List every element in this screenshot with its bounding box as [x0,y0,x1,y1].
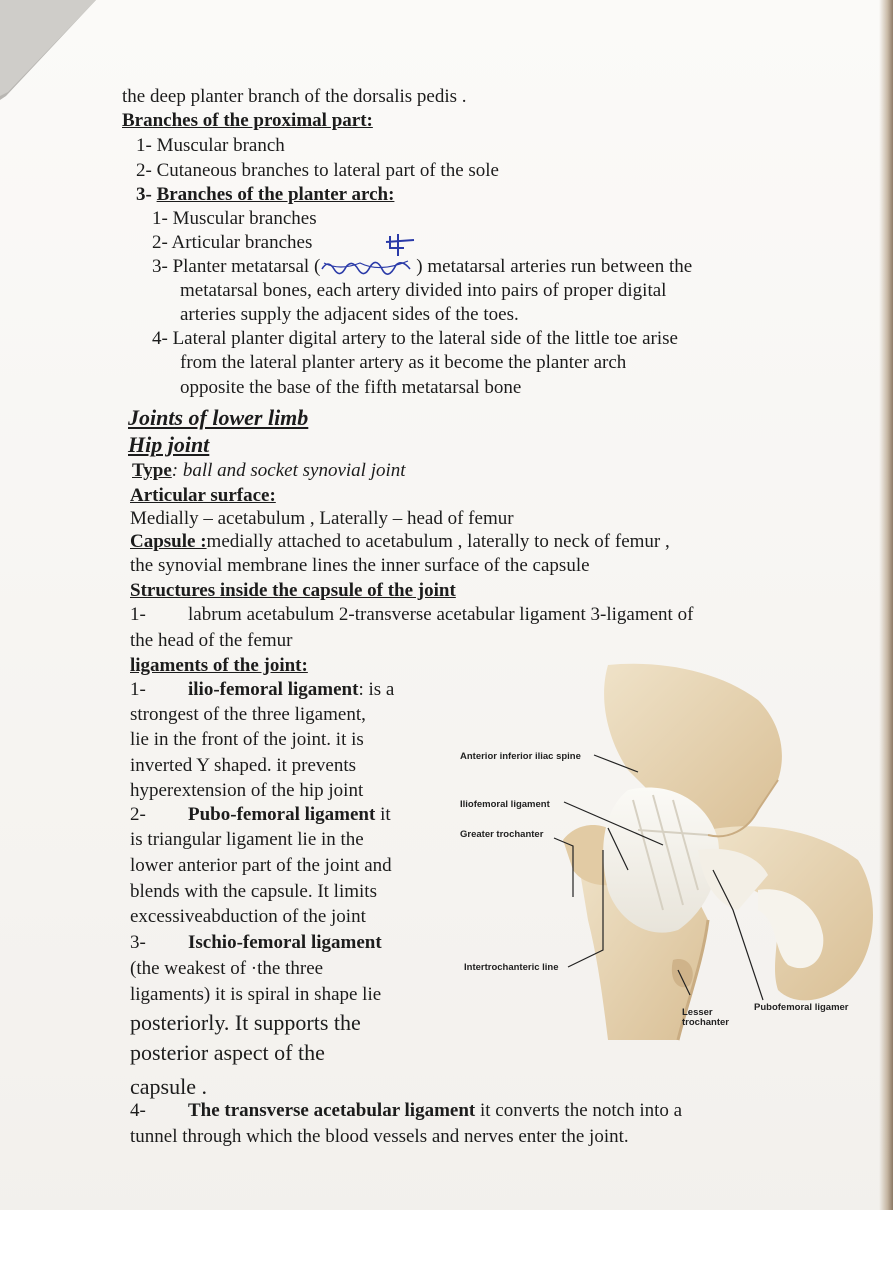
ligament-1-line-3: lie in the front of the joint. it is [130,729,364,750]
planter-arch-heading: Branches of the planter arch: [156,184,395,205]
hip-joint-illustration [458,660,888,1050]
structures-line-1 [130,604,693,626]
ligament-3-name: Ischio-femoral ligament [188,932,382,953]
ligament-3-line-4: posteriorly. It supports the [130,1010,361,1035]
arch-item-3-line-2: metatarsal bones, each artery divided into pairs of proper digital [180,280,667,301]
proximal-branches-heading: Branches of the proximal part: [122,110,373,131]
structures-number: 1- [130,604,146,625]
ligament-4-text: it converts the notch into a [475,1100,683,1121]
proximal-item-1: 1- Muscular branch [136,135,285,156]
label-pubofemoral-ligament: Pubofemoral ligamer [754,1002,849,1013]
proximal-item-3 [136,184,394,206]
capsule-line-1 [130,531,670,553]
intro-line: the deep planter branch of the dorsalis pedis . [122,86,467,107]
ligament-2-line-1 [130,804,391,826]
ligament-3-line-1 [130,932,382,954]
label-anterior-inferior-iliac-spine: Anterior inferior iliac spine [460,751,581,762]
arch-item-3-start: 3- Planter metatarsal ( [152,256,321,277]
page-edge-shadow [879,0,893,1263]
label-greater-trochanter: Greater trochanter [460,829,544,840]
proximal-item-3-number: 3- [136,184,152,205]
hip-joint-figure [458,660,888,1050]
articular-surface-text: Medially – acetabulum , Laterally – head of femur [130,508,514,529]
label-intertrochanteric-line: Intertrochanteric line [464,962,559,973]
ligament-3-line-5: posterior aspect of the [130,1040,325,1065]
label-lesser-trochanter-line-2: trochanter [682,1017,729,1028]
type-label: Type [132,460,172,481]
handwritten-mark [384,232,420,258]
structures-line-2: the head of the femur [130,630,293,651]
ligament-4-number: 4- [130,1100,146,1121]
handwritten-ordinals [320,257,416,275]
page-corner-fold [0,0,110,110]
arch-item-4-line-2: from the lateral planter artery as it become the planter arch [180,352,627,373]
arch-item-4: 4- Lateral planter digital artery to the lateral side of the little toe arise [152,328,678,349]
capsule-line-2: the synovial membrane lines the inner surface of the capsule [130,555,590,576]
ligament-4-name: The transverse acetabular ligament [188,1100,476,1121]
ligament-4-line-1 [130,1100,682,1122]
arch-item-1: 1- Muscular branches [152,208,317,229]
ligament-4-line-2: tunnel through which the blood vessels and nerves enter the joint. [130,1126,629,1147]
arch-item-2: 2- Articular branches [152,232,313,253]
ligament-1-number: 1- [130,679,146,700]
label-iliofemoral-ligament: Iliofemoral ligament [460,799,550,810]
hip-joint-heading: Hip joint [128,432,210,457]
label-lesser-trochanter [682,1008,729,1028]
ligament-2-text: it [380,804,391,825]
ligament-1-line-4: inverted Y shaped. it prevents [130,755,356,776]
ligament-1-text: : is a [358,679,395,700]
joints-heading: Joints of lower limb [128,405,309,430]
capsule-text: medially attached to acetabulum , laterally to neck of femur , [206,531,670,552]
type-line [132,460,406,482]
ligaments-heading: ligaments of the joint: [130,655,308,676]
ligament-2-line-3: lower anterior part of the joint and [130,855,392,876]
ligament-2-name: Pubo-femoral ligament [188,804,376,825]
ligament-3-line-3: ligaments) it is spiral in shape lie [130,984,382,1005]
ligament-3-line-2: (the weakest of ·the three [130,958,324,979]
ligament-2-line-4: blends with the capsule. It limits [130,881,377,902]
ligament-3-number: 3- [130,932,146,953]
page-bottom-margin [0,1210,893,1263]
ligament-2-number: 2- [130,804,146,825]
articular-surface-heading: Articular surface: [130,485,276,506]
ligament-1-name: ilio-femoral ligament [188,679,359,700]
label-lesser-trochanter-line-1: Lesser [682,1007,713,1018]
ligament-1-line-5: hyperextension of the hip joint [130,780,364,801]
proximal-item-2: 2- Cutaneous branches to lateral part of the sole [136,160,499,181]
arch-item-3-end: ) metatarsal arteries run between the [416,256,693,277]
structures-heading: Structures inside the capsule of the joint [130,580,456,601]
arch-item-3 [152,256,692,278]
ligament-2-line-2: is triangular ligament lie in the [130,829,364,850]
arch-item-4-line-3: opposite the base of the fifth metatarsal bone [180,377,522,398]
capsule-label: Capsule : [130,531,207,552]
ligament-2-line-5: excessiveabduction of the joint [130,906,366,927]
structures-text: labrum acetabulum 2-transverse acetabular ligament 3-ligament of [188,604,694,625]
arch-item-3-line-3: arteries supply the adjacent sides of the toes. [180,304,519,325]
ligament-3-line-6: capsule . [130,1074,207,1099]
ligament-1-line-2: strongest of the three ligament, [130,704,366,725]
type-value: : ball and socket synovial joint [171,460,406,481]
ligament-1-line-1 [130,679,432,701]
